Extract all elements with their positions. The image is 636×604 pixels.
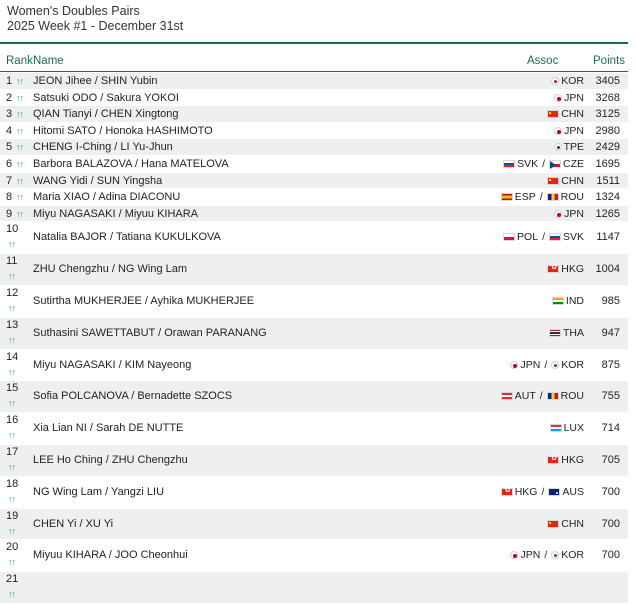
up-arrows-icon: ↑↑ [16,92,23,103]
pair-name[interactable]: JEON Jihee / SHIN Yubin [33,75,158,87]
rank-value: 5 [6,141,13,154]
rank-value: 18 [6,477,19,490]
up-arrows-icon: ↑↑ [8,334,15,345]
points-value: 985 [601,294,620,307]
points-value: 3405 [595,75,620,87]
rank-value: 14 [6,350,19,363]
pair-name[interactable]: Barbora BALAZOVA / Hana MATELOVA [33,157,229,170]
assoc-separator: / [542,231,545,244]
table-row[interactable] [0,206,628,223]
points-value: 875 [601,358,620,371]
rank-value: 1 [6,75,13,87]
assoc-code: AUT [514,390,536,403]
table-row[interactable] [0,254,628,286]
hkg-flag-icon [501,488,513,496]
pair-name[interactable]: Miyuu KIHARA / JOO Cheonhui [33,549,188,562]
rank-value: 17 [6,445,19,458]
points-value: 3268 [595,91,620,104]
column-header-assoc[interactable]: Assoc [527,55,559,67]
kor-flag-icon [551,551,559,559]
table-row[interactable] [0,173,628,190]
column-header-points[interactable]: Points [593,55,625,67]
pair-name[interactable]: Hitomi SATO / Honoka HASHIMOTO [33,124,213,137]
ranking-table [0,73,628,604]
pair-name[interactable]: Natalia BAJOR / Tatiana KUKULKOVA [33,231,221,244]
assoc-code: TPE [563,141,584,154]
rank-value: 4 [6,124,13,137]
header-divider [0,71,628,72]
assoc-code: CZE [563,157,584,170]
pair-name[interactable]: Sofia POLCANOVA / Bernadette SZOCS [33,390,233,403]
pair-name[interactable]: NG Wing Lam / Yangzi LIU [33,485,165,498]
up-arrows-icon: ↑↑ [8,557,15,568]
points-value: 700 [601,485,620,498]
aus-flag-icon [548,488,560,496]
up-arrows-icon: ↑↑ [16,125,23,136]
up-arrows-icon: ↑↑ [16,76,23,86]
pair-name[interactable]: Miyu NAGASAKI / KIM Nayeong [33,358,192,371]
rank-value: 13 [6,318,19,331]
rank-value: 16 [6,414,19,427]
pair-name[interactable]: LEE Ho Ching / ZHU Chengzhu [33,453,188,466]
pair-name[interactable]: WANG Yidi / SUN Yingsha [33,174,163,187]
points-value: 705 [601,453,620,466]
jpn-flag-icon [554,210,562,218]
points-value: 1004 [595,263,620,276]
jpn-flag-icon [554,94,562,102]
page-title: Women's Doubles Pairs [7,4,140,18]
points-value: 1324 [595,191,620,204]
pair-name[interactable]: Maria XIAO / Adina DIACONU [33,191,181,204]
rank-value: 7 [6,174,13,187]
assoc-separator: / [544,358,548,371]
assoc-code: KOR [561,358,584,371]
assoc-cell [554,125,584,137]
rank-value: 6 [6,157,13,170]
up-arrows-icon: ↑↑ [8,461,15,472]
assoc-code: SVK [562,231,584,244]
tpe-flag-icon [554,143,562,151]
assoc-separator: / [542,157,545,170]
points-value: 700 [601,549,620,562]
rank-value: 8 [6,191,13,204]
pair-name[interactable]: Miyu NAGASAKI / Miyuu KIHARA [33,207,199,220]
table-row[interactable] [0,139,628,156]
assoc-code: ROU [560,191,584,204]
chn-flag-icon [547,520,559,528]
assoc-code: LUX [563,422,584,435]
assoc-cell [501,390,584,402]
pair-name[interactable]: Xia Lian NI / Sarah DE NUTTE [33,422,184,435]
assoc-cell [554,92,584,104]
assoc-cell [503,158,584,170]
rank-value: 21 [6,573,19,586]
lux-flag-icon [550,424,562,432]
ind-flag-icon [552,297,564,305]
page-subtitle: 2025 Week #1 - December 31st [7,19,184,33]
table-row[interactable] [0,123,628,140]
table-row[interactable] [0,350,628,382]
pair-name[interactable]: Satsuki ODO / Sakura YOKOI [33,91,179,104]
assoc-cell [547,108,584,120]
table-row[interactable] [0,222,628,254]
points-value: 1695 [595,157,620,170]
points-value: 1511 [596,174,620,187]
chn-flag-icon [547,177,559,185]
assoc-code: IND [565,294,584,307]
pair-name[interactable]: CHEN Yi / XU Yi [33,517,114,530]
pol-flag-icon [503,233,515,241]
up-arrows-icon: ↑↑ [8,366,15,377]
assoc-cell [503,231,584,243]
assoc-code: HKG [514,485,538,498]
up-arrows-icon: ↑↑ [16,158,23,169]
title-block [7,4,183,34]
assoc-cell [501,486,584,498]
rank-value: 11 [6,255,18,268]
up-arrows-icon: ↑↑ [8,398,15,409]
cze-flag-icon [549,160,561,168]
assoc-code: JPN [520,549,541,562]
points-value: 2980 [595,124,620,137]
assoc-cell [552,295,584,307]
up-arrows-icon: ↑↑ [16,175,23,186]
table-row[interactable] [0,509,628,541]
assoc-cell [501,191,584,203]
points-value: 1265 [595,207,620,220]
points-value: 1147 [596,231,620,244]
assoc-code: THA [563,326,584,339]
assoc-cell [510,359,584,371]
esp-flag-icon [501,193,513,201]
jpn-flag-icon [510,551,518,559]
title-divider [0,42,628,44]
table-row[interactable] [0,540,628,572]
pair-name[interactable]: Sutirtha MUKHERJEE / Ayhika MUKHERJEE [33,294,255,307]
assoc-code: ROU [560,390,584,403]
assoc-code: CHN [561,517,584,530]
assoc-cell [554,141,584,153]
column-header-rank[interactable]: Rank [6,55,33,67]
up-arrows-icon: ↑↑ [16,109,23,120]
table-row[interactable] [0,156,628,173]
tha-flag-icon [549,329,561,337]
assoc-code: CHN [561,108,584,121]
assoc-code: KOR [561,75,584,87]
table-row[interactable] [0,90,628,107]
points-value: 3125 [595,108,620,121]
assoc-code: JPN [564,124,584,137]
kor-flag-icon [551,77,559,85]
rank-value: 2 [6,91,13,104]
pair-name[interactable]: Suthasini SAWETTABUT / Orawan PARANANG [33,326,267,339]
kor-flag-icon [551,361,559,369]
table-row[interactable] [0,318,628,350]
table-row[interactable] [0,381,628,413]
points-value: 700 [601,517,620,530]
pair-name[interactable]: QIAN Tianyi / CHEN Xingtong [33,108,179,121]
assoc-cell [554,208,584,220]
up-arrows-icon: ↑↑ [8,589,15,600]
svk-flag-icon [549,233,561,241]
assoc-cell [551,75,584,87]
assoc-separator: / [539,191,543,204]
assoc-code: AUS [562,485,584,498]
aut-flag-icon [501,392,513,400]
assoc-code: HKG [561,453,584,466]
pair-name[interactable]: ZHU Chengzhu / NG Wing Lam [33,263,188,276]
jpn-flag-icon [510,361,518,369]
up-arrows-icon: ↑↑ [16,208,23,219]
table-row[interactable] [0,477,628,509]
table-row[interactable] [0,106,628,123]
hkg-flag-icon [547,265,559,273]
assoc-code: CHN [561,174,584,187]
assoc-cell [550,422,584,434]
rank-value: 3 [6,108,13,121]
assoc-cell [510,549,584,561]
up-arrows-icon: ↑↑ [8,239,15,250]
assoc-cell [547,518,584,530]
points-value: 755 [601,390,620,403]
hkg-flag-icon [547,456,559,464]
svk-flag-icon [503,160,515,168]
table-row[interactable] [0,189,628,206]
pair-name[interactable]: CHENG I-Ching / LI Yu-Jhun [33,141,173,154]
up-arrows-icon: ↑↑ [8,271,15,282]
assoc-cell [547,175,584,187]
points-value: 947 [601,326,620,339]
chn-flag-icon [547,110,559,118]
assoc-separator: / [544,549,548,562]
assoc-cell [549,327,584,339]
assoc-code: JPN [564,207,584,220]
assoc-code: JPN [564,91,584,104]
assoc-separator: / [539,390,543,403]
assoc-code: KOR [561,549,584,562]
rank-value: 9 [6,207,13,220]
assoc-code: ESP [514,191,536,204]
assoc-cell [547,263,584,275]
assoc-cell [547,454,584,466]
table-row[interactable] [0,413,628,445]
up-arrows-icon: ↑↑ [8,493,15,504]
points-value: 2429 [595,141,620,154]
assoc-code: HKG [561,263,584,276]
rou-flag-icon [547,392,559,400]
table-row[interactable] [0,572,628,604]
table-row[interactable] [0,73,628,90]
up-arrows-icon: ↑↑ [16,142,23,153]
rank-value: 19 [6,509,19,522]
rank-value: 10 [6,223,19,236]
rank-value: 15 [6,382,19,395]
assoc-code: JPN [520,358,541,371]
table-row[interactable] [0,286,628,318]
points-value: 714 [601,422,620,435]
assoc-code: SVK [517,157,539,170]
up-arrows-icon: ↑↑ [8,430,15,441]
up-arrows-icon: ↑↑ [16,192,23,203]
rou-flag-icon [547,193,559,201]
rank-value: 20 [6,541,19,554]
jpn-flag-icon [554,127,562,135]
table-header [0,53,628,69]
up-arrows-icon: ↑↑ [8,525,15,536]
column-header-name[interactable]: Name [33,55,64,67]
assoc-separator: / [541,485,545,498]
table-row[interactable] [0,445,628,477]
rank-value: 12 [6,286,19,299]
assoc-code: POL [517,231,539,244]
up-arrows-icon: ↑↑ [8,302,15,313]
